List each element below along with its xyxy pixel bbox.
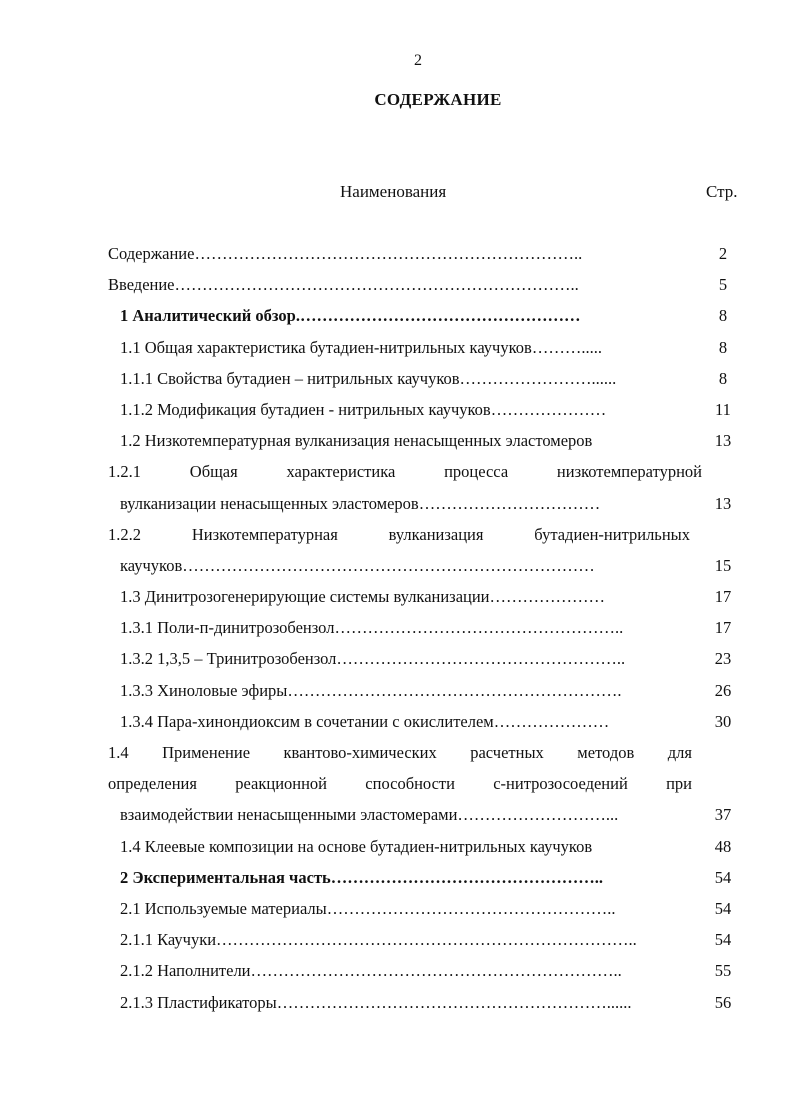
toc-entry (108, 269, 742, 300)
toc-entry (108, 519, 742, 550)
toc-entry-text: 1.3.4 Пара-хинондиоксим в сочетании с окислителем………………… (120, 711, 610, 731)
toc-entry-page: 8 (718, 306, 728, 326)
toc-entry (108, 363, 742, 394)
document-title: СОДЕРЖАНИЕ (374, 90, 502, 109)
toc-entry-page: 13 (714, 493, 732, 513)
toc-entry-text: Содержание…………………………………………………………….. (108, 244, 583, 263)
toc-entry-page: 15 (714, 555, 732, 575)
column-header-names: Наименования (340, 182, 447, 201)
toc-entry-text: Введение……………………………………………………………….. (108, 275, 579, 295)
toc-entry-text: 1.4 Клеевые композиции на основе бутадиен-нитрильных каучуков (120, 836, 593, 856)
toc-entry (108, 831, 742, 862)
toc-entry (108, 456, 742, 487)
toc-entry-text: 1.1 Общая характеристика бутадиен-нитрильных каучуков………..... (120, 337, 602, 357)
toc-entry-text: 1 Аналитический обзор.…………………………………………… (120, 306, 581, 326)
toc-entry-text: 1.2 Низкотемпературная вулканизация ненасыщенных эластомеров (120, 431, 593, 451)
toc-entry (108, 550, 742, 581)
toc-entry-page: 23 (714, 649, 732, 669)
toc-entry-text: 2.1.2 Наполнители………………………………………………………….. (120, 961, 622, 981)
toc-entry (108, 706, 742, 737)
toc-entry-text: 1.1.2 Модификация бутадиен - нитрильных каучуков………………… (120, 399, 607, 419)
toc-entry-page: 2 (718, 244, 728, 263)
toc-entry-text: взаимодействии ненасыщенными эластомерами………………………... (120, 805, 619, 825)
toc-entry-text: 1.3 Динитрозогенерирующие системы вулканизации………………… (120, 587, 606, 607)
toc-entry-text: вулканизации ненасыщенных эластомеров…………………………… (120, 493, 601, 513)
toc-entry-text: 1.3.2 1,3,5 – Тринитрозобензол…………………………………………….. (120, 649, 626, 669)
toc-entry-text: каучуков………………………………………………………………… (120, 555, 595, 575)
toc-entry (108, 737, 742, 768)
table-of-contents (108, 238, 742, 1018)
toc-entry (108, 238, 742, 269)
toc-entry-page: 11 (715, 399, 731, 419)
toc-entry-page: 8 (718, 368, 728, 388)
toc-entry (108, 768, 742, 799)
toc-entry-page: 56 (714, 992, 732, 1012)
toc-entry (108, 862, 742, 893)
toc-entry (108, 488, 742, 519)
toc-entry-text: 2 Экспериментальная часть………………………………………….. (120, 867, 604, 887)
toc-entry-page: 5 (718, 275, 728, 295)
toc-entry (108, 581, 742, 612)
page-number: 2 (414, 52, 422, 69)
toc-entry-page: 54 (714, 930, 732, 950)
toc-entry-page: 54 (714, 867, 732, 887)
toc-entry-page: 13 (714, 431, 732, 451)
toc-entry (108, 675, 742, 706)
toc-entry-text: 1.2.2 Низкотемпературная вулканизация бутадиен-нитрильных (108, 524, 690, 544)
column-header-page: Стр. (706, 182, 738, 201)
toc-entry-page: 30 (714, 711, 732, 731)
toc-entry (108, 987, 742, 1018)
toc-entry-text: 1.3.3 Хиноловые эфиры……………………………………………………. (120, 680, 622, 700)
toc-entry (108, 300, 742, 331)
toc-entry-text: 1.3.1 Поли-п-динитрозобензол…………………………………………….. (120, 618, 624, 638)
toc-entry (108, 332, 742, 363)
toc-entry-text: 1.1.1 Свойства бутадиен – нитрильных каучуков……………………...... (120, 368, 617, 388)
toc-entry-text: определения реакционной способности с-нитрозосоедений при (108, 774, 692, 794)
toc-entry (108, 924, 742, 955)
toc-entry (108, 955, 742, 986)
toc-entry-text: 1.2.1 Общая характеристика процесса низкотемпературной (108, 462, 702, 482)
toc-entry (108, 425, 742, 456)
toc-entry-page: 17 (714, 587, 732, 607)
toc-entry-text: 2.1.3 Пластификаторы……………………………………………………...... (120, 992, 632, 1012)
toc-entry-text: 2.1 Используемые материалы…………………………………………….. (120, 898, 616, 918)
toc-entry-page: 8 (718, 337, 728, 357)
toc-entry-text: 2.1.1 Каучуки………………………………………………………………….. (120, 930, 637, 950)
toc-entry (108, 394, 742, 425)
toc-entry-page: 37 (714, 805, 732, 825)
toc-entry-page: 26 (714, 680, 732, 700)
toc-entry-page: 48 (714, 836, 732, 856)
toc-entry-text: 1.4 Применение квантово-химических расчетных методов для (108, 743, 692, 762)
toc-entry (108, 799, 742, 830)
toc-entry-page: 17 (714, 618, 732, 638)
toc-entry-page: 55 (714, 961, 732, 981)
toc-entry (108, 893, 742, 924)
toc-entry (108, 643, 742, 674)
toc-entry-page: 54 (714, 898, 732, 918)
toc-entry (108, 612, 742, 643)
